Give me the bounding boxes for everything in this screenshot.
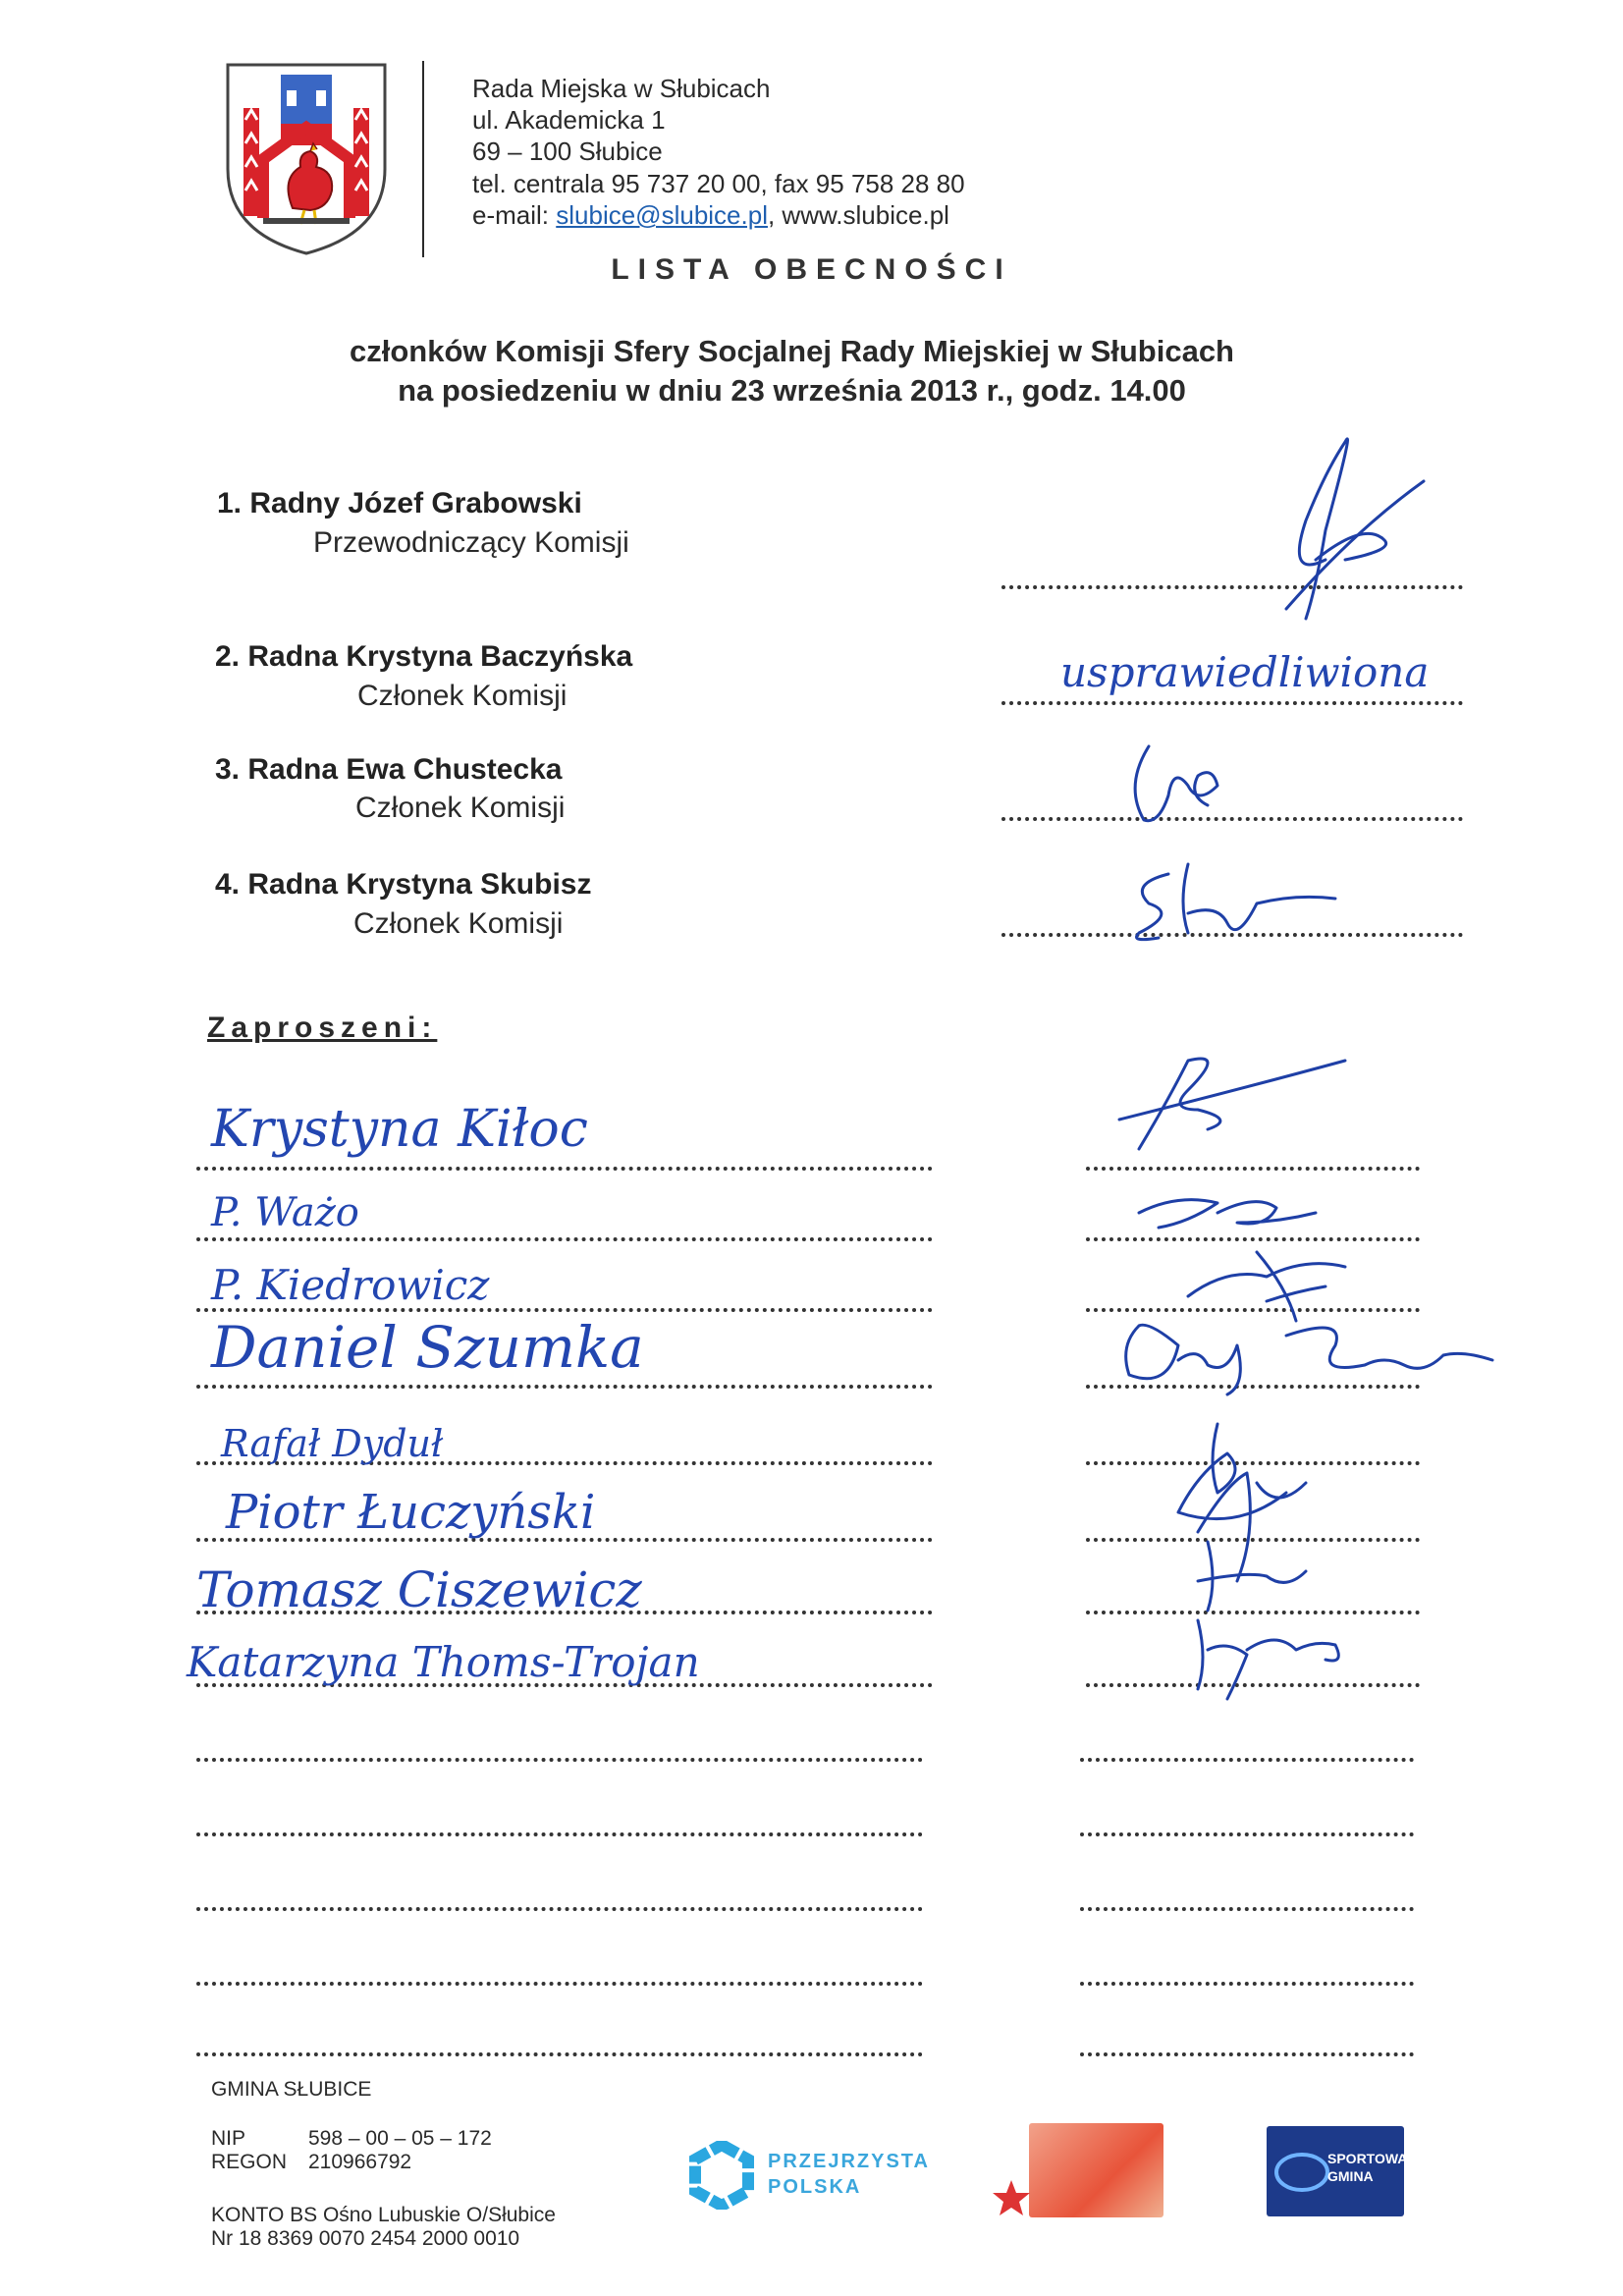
star-icon [992, 2178, 1031, 2217]
logo-text-line-1: PRZEJRZYSTA [768, 2151, 930, 2172]
invited-name-2: P. Ważo [211, 1190, 359, 1235]
footer-regon-label: REGON [211, 2151, 288, 2173]
member-3-role: Członek Komisji [355, 792, 566, 824]
member-2-name: 2. Radna Krystyna Baczyńska [215, 640, 633, 673]
invited-name-4: Daniel Szumka [211, 1314, 644, 1381]
runner-icon [1272, 2148, 1331, 2197]
invited-signature-6 [1188, 1532, 1335, 1620]
member-1-name: 1. Radny Józef Grabowski [217, 487, 582, 519]
sportowa-gmina-logo [1267, 2126, 1407, 2216]
invited-name-3: P. Kiedrowicz [211, 1261, 490, 1309]
invited-line-left-9 [196, 1758, 923, 1762]
member-3-name: 3. Radna Ewa Chustecka [215, 753, 563, 786]
member-1-signature [1208, 412, 1434, 638]
sport-logo-text: SPORTOWA GMINA [1327, 2151, 1407, 2184]
member-4-signature [1119, 854, 1345, 962]
invited-line-left-13 [196, 2052, 923, 2056]
member-3-signature [1119, 727, 1227, 835]
header-street: ul. Akademicka 1 [472, 105, 666, 135]
logo-text-line-2: POLSKA [768, 2176, 862, 2198]
member-1-role: Przewodniczący Komisji [313, 526, 629, 559]
invited-line-right-11 [1080, 1907, 1414, 1911]
invited-signature-4 [1090, 1306, 1502, 1404]
header-city: 69 – 100 Słubice [472, 137, 663, 166]
member-4-role: Członek Komisji [353, 907, 564, 940]
footer-nip: 598 – 00 – 05 – 172 [308, 2127, 492, 2150]
member-2-signature-line [1001, 701, 1463, 705]
subtitle-line-2: na posiedzeniu w dniu 23 września 2013 r., godz. 14.00 [398, 373, 1186, 408]
email-link[interactable]: slubice@slubice.pl [556, 200, 768, 230]
invited-signature-2 [1100, 1183, 1325, 1252]
invited-line-right-12 [1080, 1982, 1414, 1986]
member-2-role: Członek Komisji [357, 680, 568, 712]
footer-bank-account: KONTO BS Ośno Lubuskie O/Słubice [211, 2204, 556, 2226]
header-divider [422, 61, 424, 257]
subtitle-line-1: członków Komisji Sfery Socjalnej Rady Miejskiej w Słubicach [349, 334, 1234, 368]
coat-of-arms-logo [224, 61, 389, 255]
invited-name-1: Krystyna Kiłoc [211, 1100, 588, 1159]
invited-name-7: Tomasz Ciszewicz [196, 1561, 642, 1618]
invited-line-right-13 [1080, 2052, 1414, 2056]
member-4-name: 4. Radna Krystyna Skubisz [215, 868, 592, 901]
invited-signature-1 [1100, 1051, 1355, 1159]
invited-line-right-1 [1086, 1167, 1420, 1171]
website: , www.slubice.pl [767, 200, 949, 230]
przejrzysta-polska-logo [687, 2141, 933, 2210]
invited-line-left-11 [196, 1907, 923, 1911]
header-institution: Rada Miejska w Słubicach [472, 74, 771, 103]
header-phone: tel. centrala 95 737 20 00, fax 95 758 28 80 [472, 169, 965, 198]
invited-name-5: Rafał Dyduł [221, 1422, 444, 1465]
member-3-signature-line [1001, 817, 1463, 821]
email-label: e-mail: [472, 200, 557, 230]
invited-name-8: Katarzyna Thoms-Trojan [187, 1638, 700, 1686]
invited-line-left-4 [196, 1385, 933, 1389]
hexagon-icon [687, 2141, 756, 2210]
footer-regon: 210966792 [308, 2151, 412, 2173]
invited-signature-7 [1178, 1611, 1375, 1709]
invited-line-left-2 [196, 1237, 933, 1241]
invited-line-left-1 [196, 1167, 933, 1171]
footer-account-number: Nr 18 8369 0070 2454 2000 0010 [211, 2227, 520, 2250]
member-2-signature: usprawiedliwiona [1060, 648, 1430, 696]
footer-nip-label: NIP [211, 2127, 246, 2150]
orange-award-logo [992, 2123, 1163, 2217]
invited-line-left-12 [196, 1982, 923, 1986]
invited-name-6: Piotr Łuczyński [226, 1485, 596, 1540]
header-contact [472, 200, 949, 230]
invited-line-left-10 [196, 1832, 923, 1836]
invited-line-right-10 [1080, 1832, 1414, 1836]
footer-gmina: GMINA SŁUBICE [211, 2078, 372, 2101]
invited-heading: Zaproszeni: [207, 1011, 438, 1044]
invited-line-right-9 [1080, 1758, 1414, 1762]
document-title: LISTA OBECNOŚCI [611, 253, 1012, 286]
